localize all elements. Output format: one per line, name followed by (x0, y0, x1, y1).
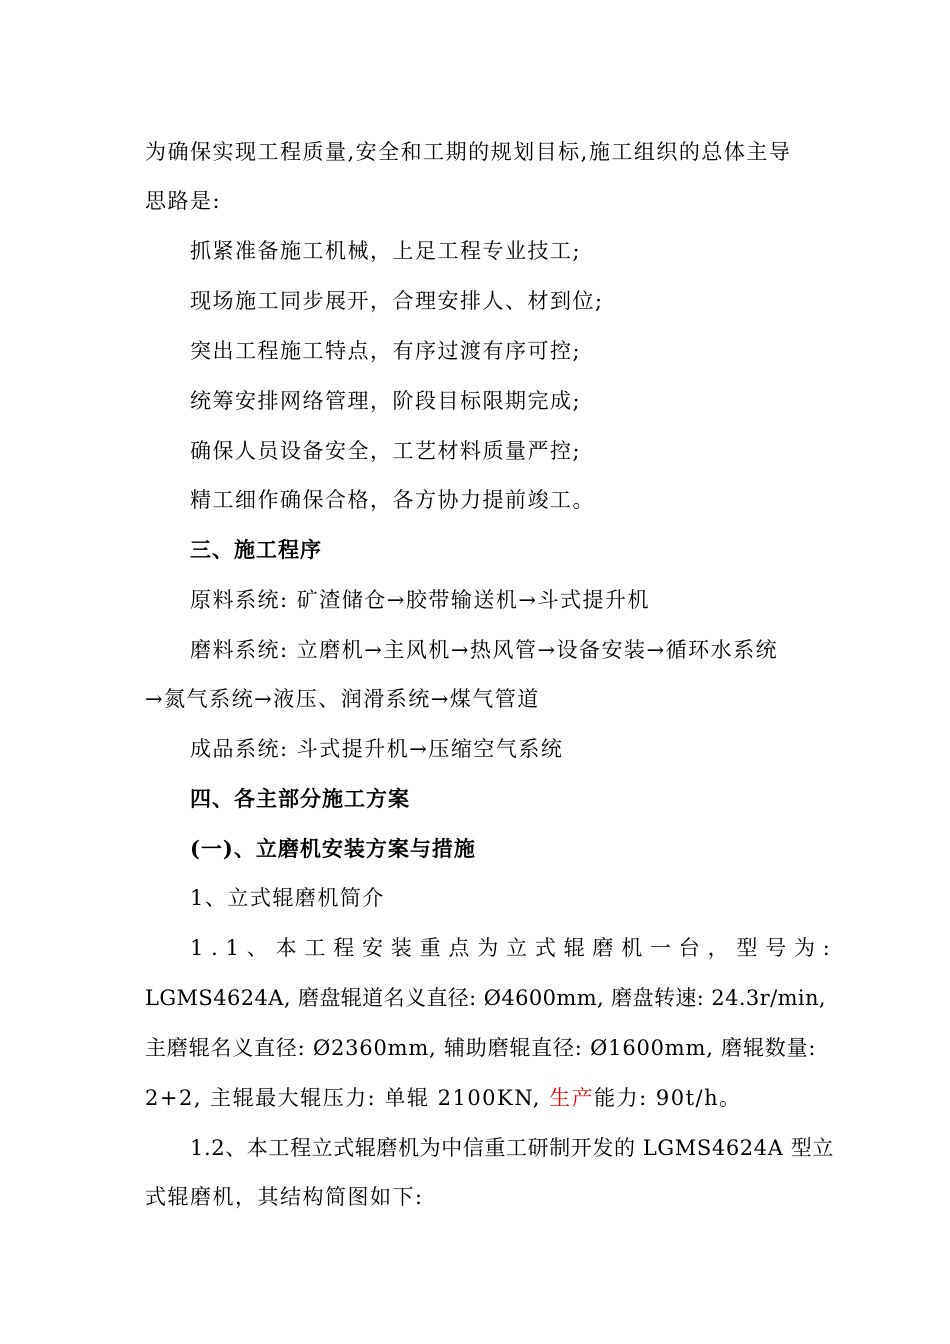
item-1-2-line-1: 1.2、本工程立式辊磨机为中信重工研制开发的 LGMS4624A 型立 (190, 1136, 834, 1160)
principle-4: 统筹安排网络管理，阶段目标限期完成; (190, 389, 582, 413)
item-1-1-line-4 (145, 1083, 742, 1113)
capacity-text-a: 2+2, 主辊最大辊压力: 单辊 2100KN, (145, 1086, 550, 1110)
item-1-1-line-3: 主磨辊名义直径: Ø2360mm, 辅助磨辊直径: Ø1600mm, 磨辊数量: (145, 1036, 817, 1060)
principle-5: 确保人员设备安全，工艺材料质量严控; (190, 439, 582, 463)
section-4-heading: 四、各主部分施工方案 (190, 786, 410, 811)
section-3-heading: 三、施工程序 (190, 537, 322, 562)
item-1-title: 1、立式辊磨机简介 (190, 886, 385, 910)
product-system: 成品系统: 斗式提升机→压缩空气系统 (190, 737, 564, 761)
item-1-2-line-2: 式辊磨机，其结构简图如下: (145, 1185, 424, 1209)
intro-line-2: 思路是: (145, 189, 222, 213)
principle-6: 精工细作确保合格，各方协力提前竣工。 (190, 488, 595, 512)
principle-2: 现场施工同步展开，合理安排人、材到位; (190, 289, 604, 313)
grinding-system-line-1: 磨料系统: 立磨机→主风机→热风管→设备安装→循环水系统 (190, 638, 779, 662)
section-4-subheading: (一)、立磨机安装方案与措施 (190, 836, 476, 861)
item-1-1-line-2: LGMS4624A, 磨盘辊道名义直径: Ø4600mm, 磨盘转速: 24.3r/min, (145, 986, 827, 1010)
grinding-system-line-2: →氮气系统→液压、润滑系统→煤气管道 (145, 687, 540, 711)
capacity-text-b: 能力: 90t/h。 (594, 1086, 742, 1110)
intro-line-1: 为确保实现工程质量,安全和工期的规划目标,施工组织的总体主导 (145, 140, 792, 164)
principle-1: 抓紧准备施工机械，上足工程专业技工; (190, 239, 582, 263)
production-highlight: 生产 (549, 1086, 595, 1110)
raw-material-system: 原料系统: 矿渣储仓→胶带输送机→斗式提升机 (190, 588, 650, 612)
item-1-1-line-1: 1.1、本工程安装重点为立式辊磨机一台，型号为: (190, 936, 838, 960)
principle-3: 突出工程施工特点，有序过渡有序可控; (190, 339, 582, 363)
